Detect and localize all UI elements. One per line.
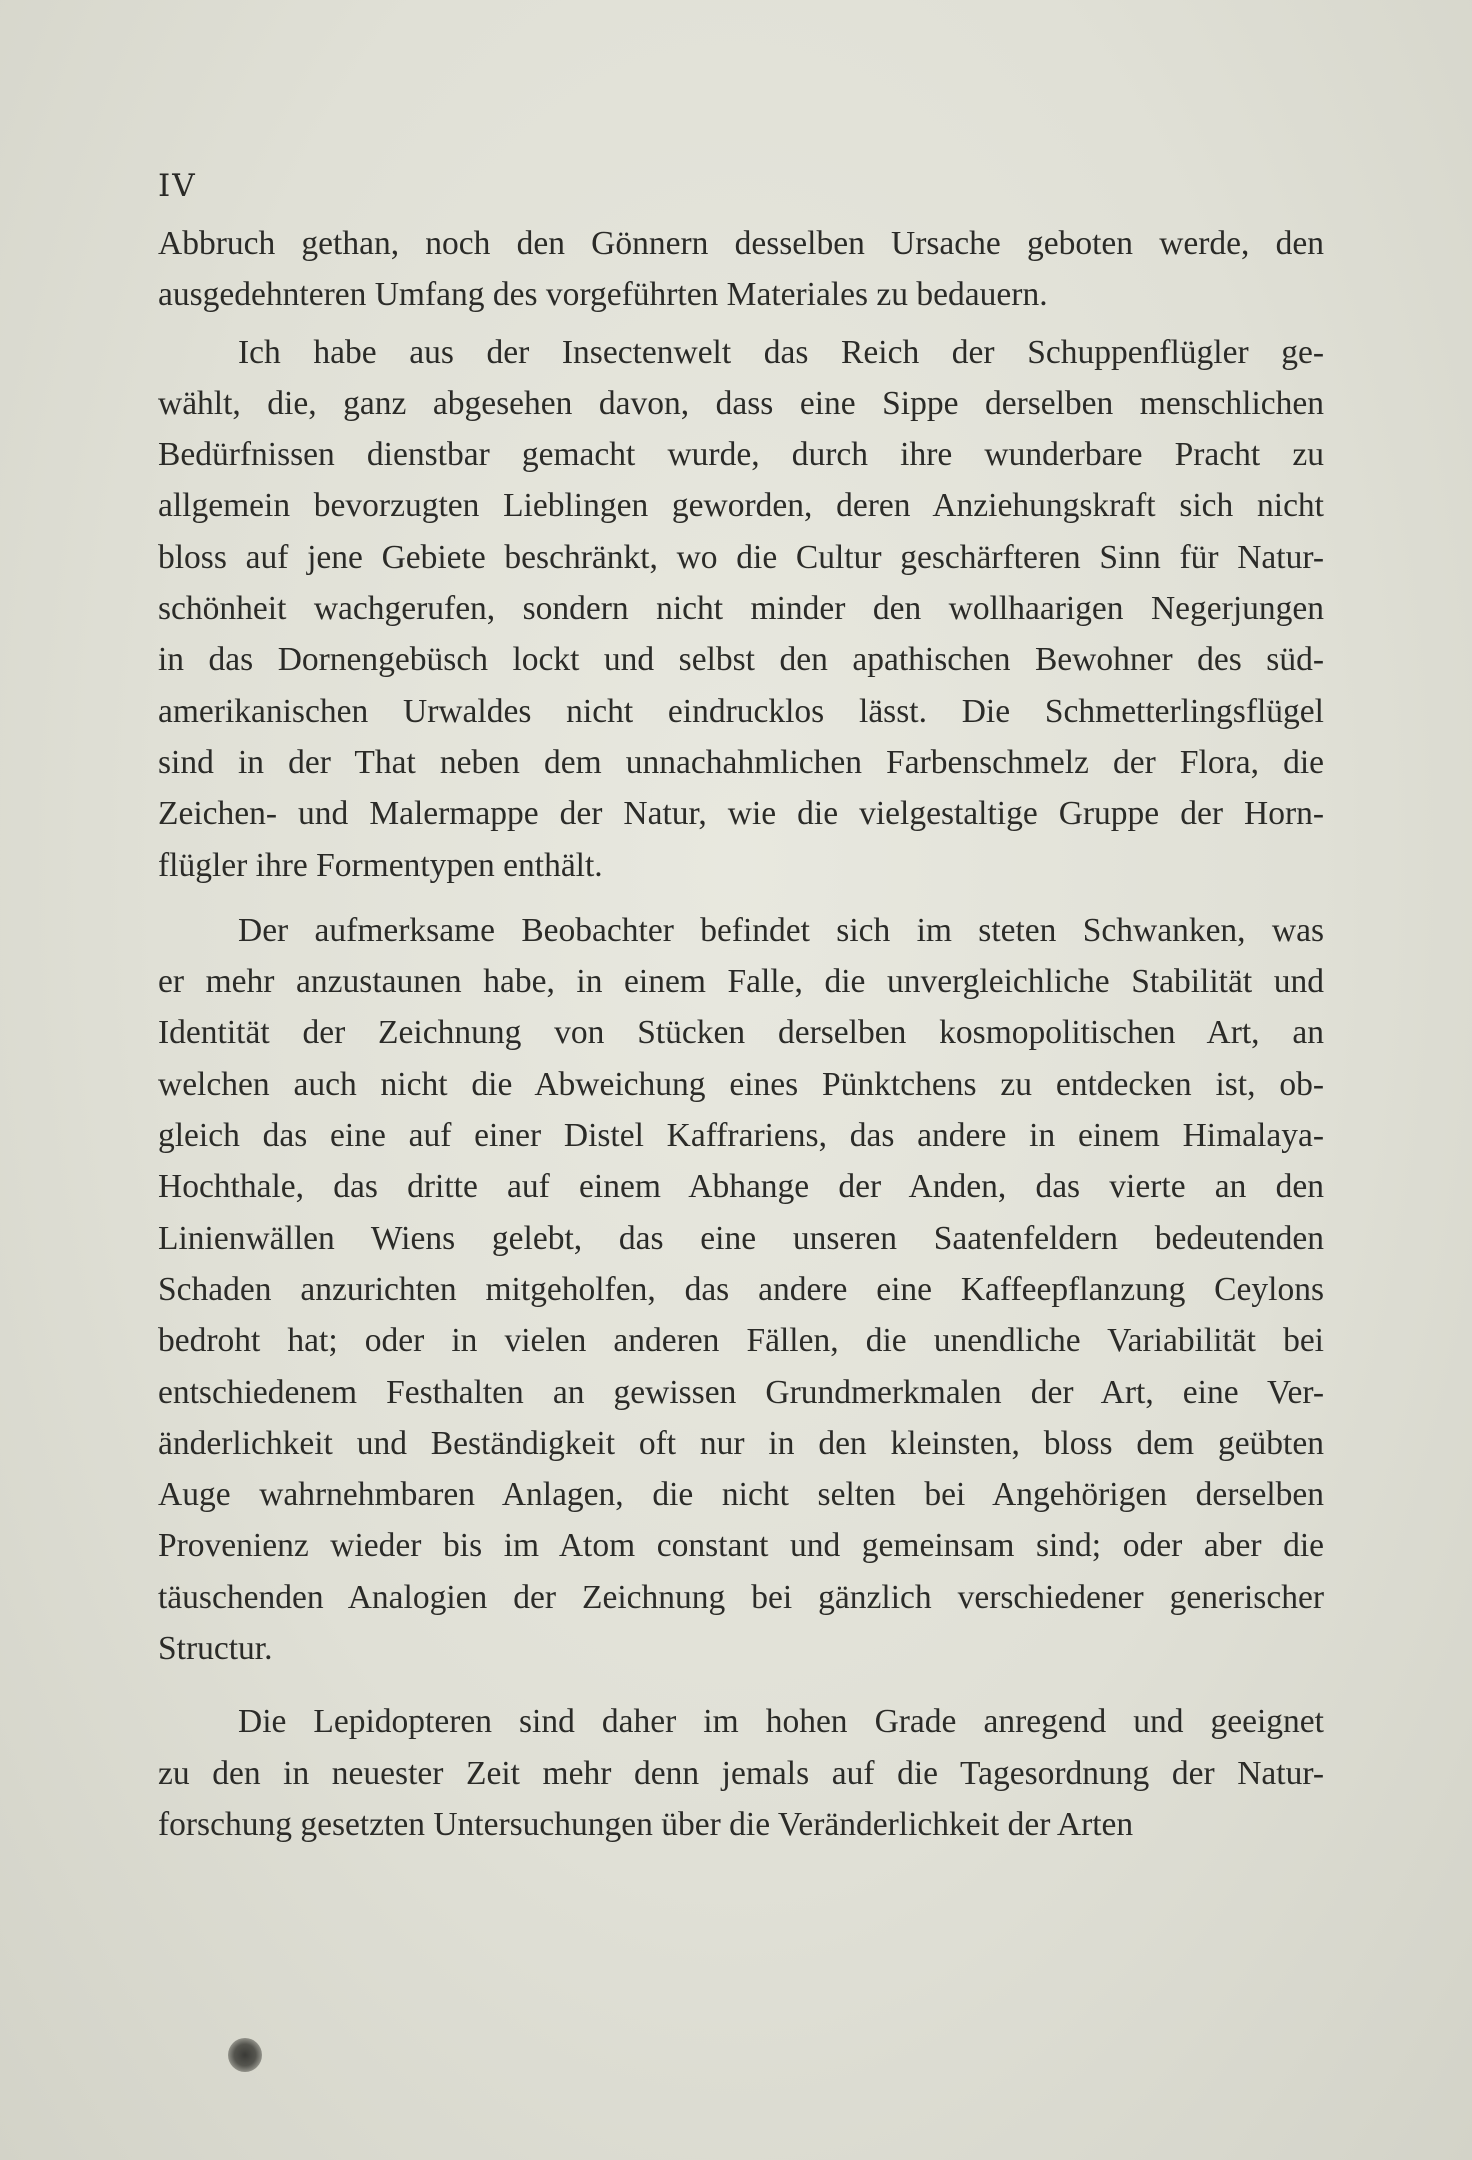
text-line: Linienwällen Wiens gelebt, das eine unseren Saatenfeldern bedeutenden	[158, 1219, 1324, 1257]
text-line: ausgedehnteren Umfang des vorgeführten Materiales zu bedauern.	[158, 276, 1048, 314]
text-line: flügler ihre Formentypen enthält.	[158, 846, 603, 884]
text-line: Schaden anzurichten mitgeholfen, das andere eine Kaffeepflanzung Ceylons	[158, 1270, 1324, 1308]
text-line: allgemein bevorzugten Lieblingen geworden, deren Anziehungskraft sich nicht	[158, 487, 1324, 525]
text-line: Bedürfnissen dienstbar gemacht wurde, durch ihre wunderbare Pracht zu	[158, 436, 1324, 474]
text-line: amerikanischen Urwaldes nicht eindrucklos lässt. Die Schmetterlingsflügel	[158, 692, 1324, 730]
ink-spot	[228, 2038, 262, 2072]
text-line: Zeichen- und Malermappe der Natur, wie die vielgestaltige Gruppe der Horn-	[158, 795, 1324, 833]
text-line: wählt, die, ganz abgesehen davon, dass eine Sippe derselben menschlichen	[158, 384, 1324, 422]
text-line: Identität der Zeichnung von Stücken derselben kosmopolitischen Art, an	[158, 1014, 1324, 1052]
text-line: Hochthale, das dritte auf einem Abhange der Anden, das vierte an den	[158, 1168, 1324, 1206]
text-line: Auge wahrnehmbaren Anlagen, die nicht selten bei Angehörigen derselben	[158, 1476, 1324, 1514]
text-line: zu den in neuester Zeit mehr denn jemals auf die Tagesordnung der Natur-	[158, 1754, 1324, 1792]
text-line: schönheit wachgerufen, sondern nicht minder den wollhaarigen Negerjungen	[158, 590, 1324, 628]
text-line: forschung gesetzten Untersuchungen über die Veränderlichkeit der Arten	[158, 1805, 1134, 1843]
text-line: Structur.	[158, 1630, 273, 1668]
paragraph	[158, 1696, 1324, 1850]
text-line: gleich das eine auf einer Distel Kaffrariens, das andere in einem Himalaya-	[158, 1117, 1324, 1155]
text-line: Ich habe aus der Insectenwelt das Reich der Schuppenflügler ge-	[238, 333, 1324, 371]
paragraph	[158, 327, 1324, 891]
text-line: Abbruch gethan, noch den Gönnern desselben Ursache geboten werde, den	[158, 225, 1324, 262]
page-number: IV	[158, 168, 197, 204]
text-line: sind in der That neben dem unnachahmlichen Farbenschmelz der Flora, die	[158, 743, 1324, 781]
text-line: welchen auch nicht die Abweichung eines Pünktchens zu entdecken ist, ob-	[158, 1065, 1324, 1103]
text-line: bedroht hat; oder in vielen anderen Fällen, die unendliche Variabilität bei	[158, 1322, 1324, 1360]
text-line: Provenienz wieder bis im Atom constant und gemeinsam sind; oder aber die	[158, 1527, 1324, 1565]
paragraph	[158, 218, 1324, 321]
text-line: Die Lepidopteren sind daher im hohen Grade anregend und geeignet	[238, 1703, 1324, 1741]
text-line: er mehr anzustaunen habe, in einem Falle, die unvergleichliche Stabilität und	[158, 963, 1324, 1001]
text-line: täuschenden Analogien der Zeichnung bei gänzlich verschiedener generischer	[158, 1578, 1324, 1616]
text-line: entschiedenem Festhalten an gewissen Grundmerkmalen der Art, eine Ver-	[158, 1373, 1324, 1411]
text-line: in das Dornengebüsch lockt und selbst den apathischen Bewohner des süd-	[158, 641, 1324, 679]
text-line: änderlichkeit und Beständigkeit oft nur in den kleinsten, bloss dem geübten	[158, 1424, 1324, 1462]
text-line: bloss auf jene Gebiete beschränkt, wo die Cultur geschärfteren Sinn für Natur-	[158, 538, 1324, 576]
body-text	[158, 218, 1324, 1850]
paragraph	[158, 905, 1324, 1674]
text-line: Der aufmerksame Beobachter befindet sich im steten Schwanken, was	[238, 911, 1324, 949]
